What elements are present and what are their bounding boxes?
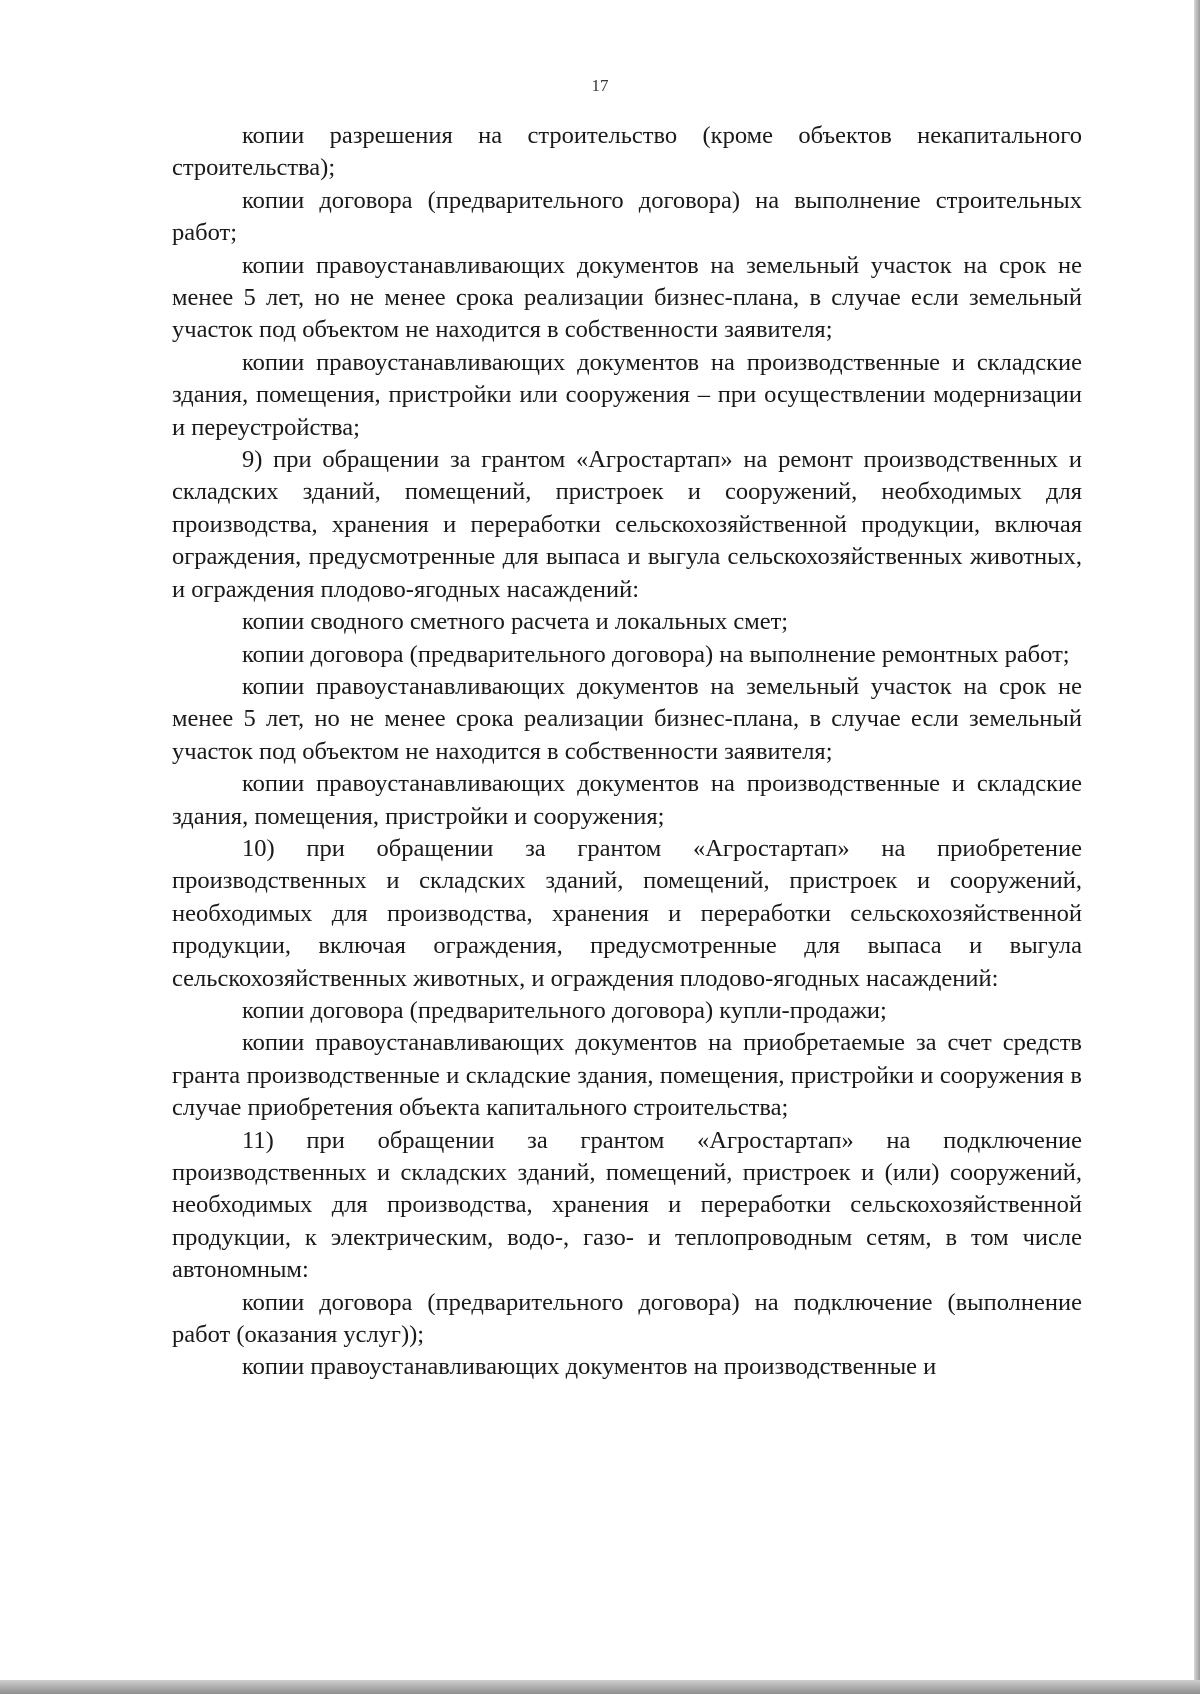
paragraph: копии сводного сметного расчета и локальных смет;	[242, 608, 789, 636]
document-body	[172, 120, 1082, 1384]
paragraph: копии правоустанавливающих документов на производственные и	[242, 1353, 937, 1381]
sheet-edge-bottom	[0, 1680, 1200, 1694]
paragraph: копии правоустанавливающих документов на производственные и складские здания, помещения, пристройки или сооружения – при осуществлении модернизации и переустройства;	[172, 348, 1082, 441]
paragraph: копии правоустанавливающих документов на земельный участок на срок не менее 5 лет, но не менее срока реализации бизнес-плана, в случае если земельный участок под объектом не находится в собственности заявителя;	[172, 672, 1082, 765]
paragraph: копии договора (предварительного договора) на выполнение строительных работ;	[172, 186, 1082, 247]
paragraph: 9) при обращении за грантом «Агростартап» на ремонт производственных и складских зданий, помещений, пристроек и сооружений, необходимых для производства, хранения и переработки сельскохозяйственной продукции, включая ограждения, предусмотренные для выпаса и выгула сельскохозяйственных животных, и ограждения плодово-ягодных насаждений:	[172, 446, 1082, 603]
paragraph: копии договора (предварительного договора) на подключение (выполнение работ (оказания услуг));	[172, 1288, 1082, 1349]
paragraph: копии правоустанавливающих документов на приобретаемые за счет средств гранта производственные и складские здания, помещения, пристройки и сооружения в случае приобретения объекта капитального строительства;	[172, 1029, 1082, 1122]
page-number: 17	[591, 76, 609, 95]
paragraph: 10) при обращении за грантом «Агростартап» на приобретение производственных и складских зданий, помещений, пристроек и сооружений, необходимых для производства, хранения и переработки сельскохозяйственной продукции, включая ограждения, предусмотренные для выпаса и выгула сельскохозяйственных животных, и ограждения плодово-ягодных насаждений:	[172, 834, 1082, 992]
sheet-edge-right	[1194, 0, 1200, 1694]
paragraph: копии договора (предварительного договора) купли-продажи;	[242, 996, 887, 1024]
paragraph: копии договора (предварительного договора) на выполнение ремонтных работ;	[242, 640, 1070, 668]
paragraph: копии правоустанавливающих документов на производственные и складские здания, помещения, пристройки и сооружения;	[172, 770, 1082, 830]
paragraph: копии правоустанавливающих документов на земельный участок на срок не менее 5 лет, но не менее срока реализации бизнес-плана, в случае если земельный участок под объектом не находится в собственности заявителя;	[172, 251, 1082, 344]
paragraph: 11) при обращении за грантом «Агростартап» на подключение производственных и складских зданий, помещений, пристроек и (или) сооружений, необходимых для производства, хранения и переработки сельскохозяйственной продукции, к электрическим, водо-, газо- и теплопроводным сетям, в том числе автономным:	[172, 1126, 1082, 1284]
paragraph: копии разрешения на строительство (кроме объектов некапитального строительства);	[172, 122, 1082, 182]
